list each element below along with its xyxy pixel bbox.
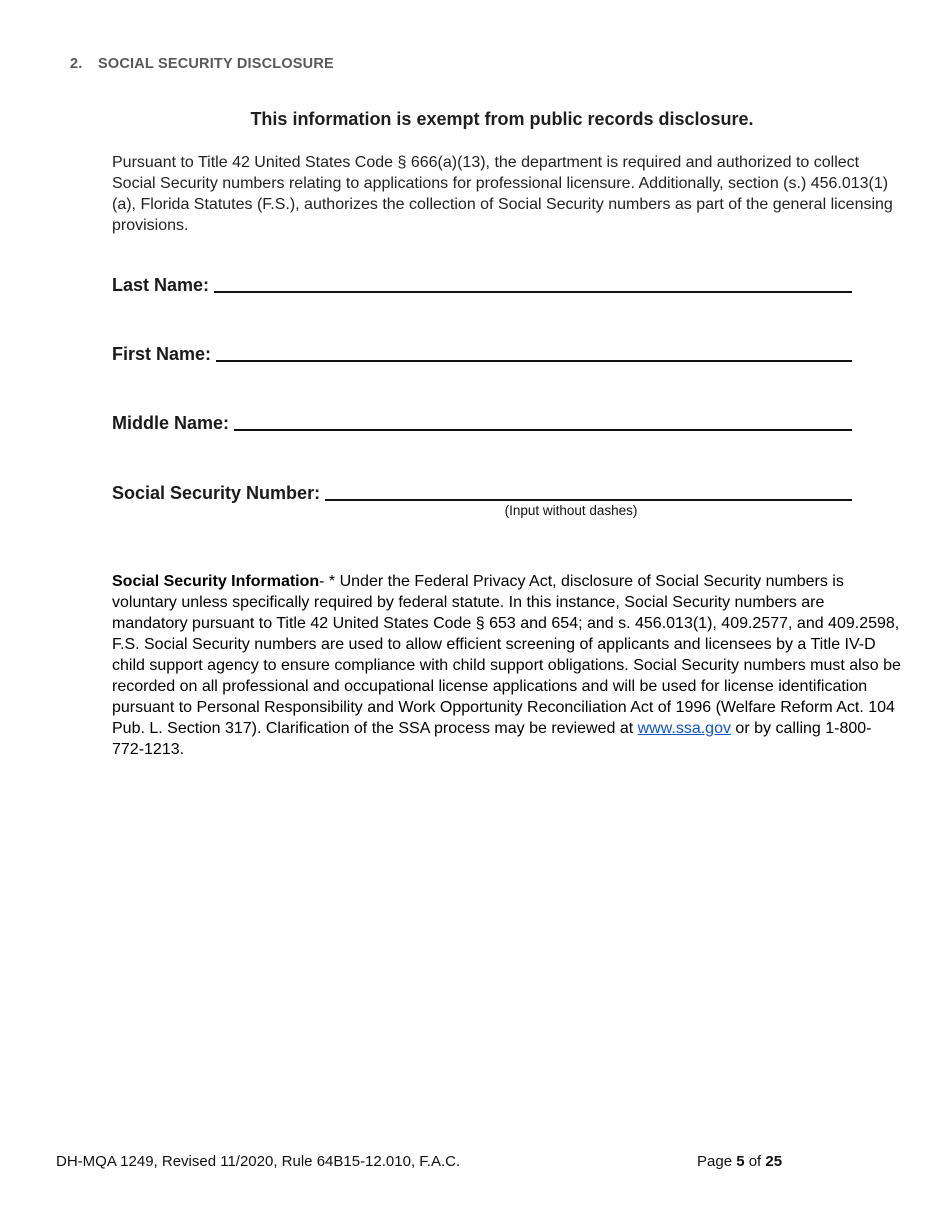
section-number: 2. [70, 56, 83, 72]
ssn-info-body: - * Under the Federal Privacy Act, disclosure of Social Security numbers is voluntary unless specifically required by federal statute. In this instance, Social Security numbers are mandatory pursuant to Title 42 United States Code § 653 and 654; and s. 456.013(1), 409.2577, and 409.2598, F.S. Social Security numbers are used to allow efficient screening of applicants and licensees by a Title IV-D child support agency to ensure compliance with child support obligations. Social Security numbers must also be recorded on all professional and occupational license applications and will be used for license identification pursuant to Personal Responsibility and Work Opportunity Reconciliation Act of 1996 (Welfare Reform Act. 104 Pub. L. Section 317). Clarification of the SSA process may be reviewed at [112, 573, 901, 737]
last-name-field [112, 271, 852, 296]
ssn-info-tail: or by calling 1-800-772-1213. [112, 720, 872, 758]
intro-paragraph: Pursuant to Title 42 United States Code § 666(a)(13), the department is required and authorized to collect Social Security numbers relating to applications for professional licensure. Additionally, section (s.) 456.013(1)(a), Florida Statutes (F.S.), authorizes the collection of Social Security numbers as part of the general licensing provisions. [112, 154, 893, 234]
ssn-label: Social Security Number: [112, 483, 326, 503]
section-title: SOCIAL SECURITY DISCLOSURE [98, 56, 334, 72]
page-total: 25 [765, 1153, 783, 1170]
last-name-input-line[interactable] [214, 271, 852, 293]
middle-name-field [112, 409, 852, 434]
last-name-label: Last Name: [112, 275, 215, 295]
ssn-input-line[interactable] [325, 479, 852, 501]
footer-form-id: DH-MQA 1249, Revised 11/2020, Rule 64B15-12.010, F.A.C. [56, 1153, 461, 1170]
ssn-info-lead: Social Security Information [112, 573, 320, 590]
middle-name-label: Middle Name: [112, 413, 235, 433]
page-prefix: Page [697, 1153, 737, 1170]
ssn-hint: (Input without dashes) [504, 503, 638, 518]
page-current: 5 [736, 1153, 745, 1170]
first-name-input-line[interactable] [216, 340, 852, 362]
ssa-link[interactable]: www.ssa.gov [637, 720, 731, 737]
page-of: of [744, 1153, 766, 1170]
ssn-info-paragraph [112, 571, 902, 760]
first-name-label: First Name: [112, 344, 217, 364]
middle-name-input-line[interactable] [234, 409, 852, 431]
first-name-field [112, 340, 852, 365]
section-heading [70, 56, 334, 72]
ssn-field [112, 479, 852, 504]
footer-page-number [697, 1153, 782, 1170]
exempt-notice: This information is exempt from public records disclosure. [250, 109, 754, 129]
